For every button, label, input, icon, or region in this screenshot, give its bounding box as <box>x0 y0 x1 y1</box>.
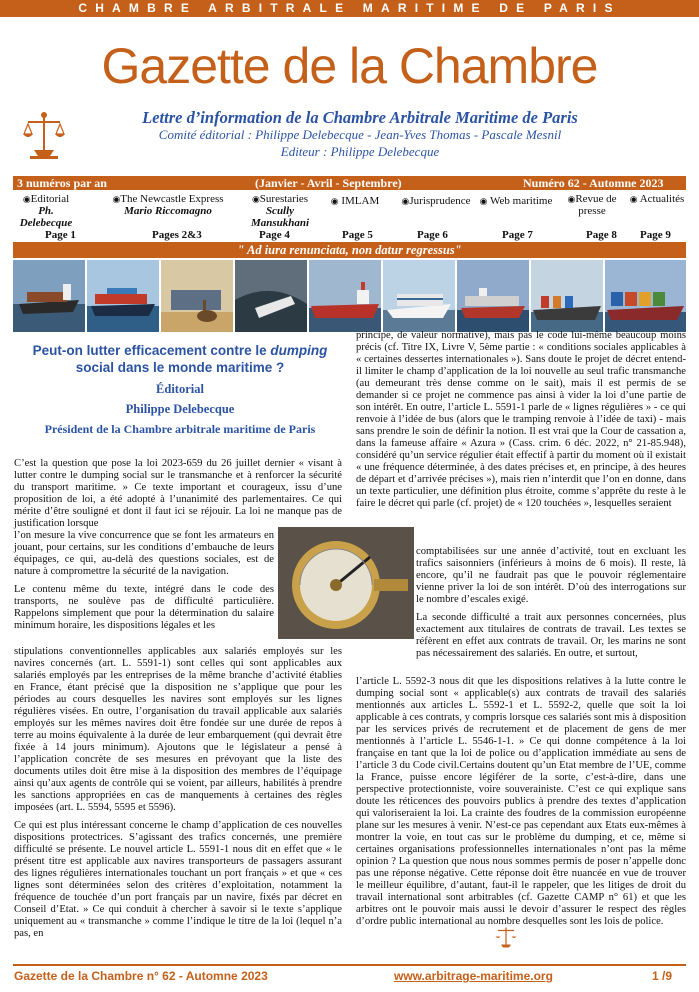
author-role: Président de la Chambre arbitrale maritime de Paris <box>44 422 316 436</box>
left-column-top <box>14 458 342 536</box>
footer-issue: Gazette de la Chambre n° 62 - Automne 2023 <box>14 969 268 983</box>
paragraph: l’on mesure la vive concurrence que se font les armateurs en jouant, pour certains, sur les conditions d’embauche de leurs équipages, ce qui, au-delà des questions sociales, est de nature à compromettre la sécurité de la navigation. <box>14 530 274 577</box>
gazette-title: Gazette de la Chambre <box>101 38 598 94</box>
section-label: Éditorial <box>156 382 204 396</box>
engine-telegraph-photo <box>278 527 414 639</box>
paragraph: l’article L. 5592-3 nous dit que les dispositions relatives à la lutte contre le dumping social sont « applicable(s) aux contrats de travail des salariés mentionnés aux articles L. 5592-1 et L. 5592-2, quelle que soit la loi applicable à ces contrats, y compris lorsque ces salariés sont mis à disposition par les services privés de recrutement et de placement de gens de mer mentionnés à l’article L. 5546-1-1. » Ce qui donne compétence à la loi française en tant que la loi de police ou d’application immédiate au sens de l’article 3 du Code civil.Certains doutent qu’un Etat membre de l’UE, comme la France, puisse encore légiférer de la sorte, c’est-à-dire, dans une perspective protectionniste, voire souverainiste. C’est ce qui explique sans doute les réticences des pouvoirs publics à prendre des textes d’application qui valoriseraient la loi. La crainte des foudres de la commission européenne plane sur les mesures à venir. N’est-ce pas cependant aux Etats eux-mêmes à montrer la voie, en tout cas sur le problème du dumping, et ce, même si certaines organisations professionnelles internationales n’ont pas la même opinion ? La question que nous nous sommes permis de poser n’appelle donc pas une réponse négative. Cette réponse doit être nuancée en vue de trouver le meilleur équilibre, d’autant, faut-il le rappeler, que les litiges de droit du travail international sont arbitrables (cf. Gazette CAMP n° 61) et que les arbitres ont le pouvoir mais aussi le devoir d’assurer le respect des règles d’ordre public international au nombre desquelles sont les lois de police. <box>356 676 686 927</box>
bullet-icon: ◉ <box>401 196 410 206</box>
bullet-icon: ◉ <box>22 194 31 204</box>
frequency-label: 3 numéros par an <box>17 176 107 190</box>
toc-item[interactable]: ◉ Web maritime <box>479 195 553 207</box>
right-column-top <box>356 330 686 516</box>
ship-photo <box>309 260 381 332</box>
motto-bar: " Ad iura renunciata, non datur regressus" <box>13 242 686 258</box>
toc-item[interactable]: ◉Jurisprudence <box>401 195 471 207</box>
ship-photo <box>457 260 529 332</box>
footer-divider <box>13 964 686 966</box>
editor-line: Editeur : Philippe Delebecque <box>280 144 440 159</box>
bullet-icon: ◉ <box>112 194 121 204</box>
toc-item[interactable]: ◉ Actualités <box>629 193 685 205</box>
ship-photo <box>87 260 159 332</box>
right-column-bottom <box>356 676 686 934</box>
ship-photo <box>531 260 603 332</box>
toc-item[interactable]: ◉Editorial Ph. Delebecque <box>19 193 73 229</box>
bullet-icon: ◉ <box>330 196 339 206</box>
issue-number: Numéro 62 - Automne 2023 <box>523 176 664 190</box>
article-title: Peut-on lutter efficacement contre le dumping social dans le monde maritime ? <box>32 343 328 375</box>
editorial-committee: Comité éditorial : Philippe Delebecque - Jean-Yves Thomas - Pascale Mesnil <box>158 127 562 142</box>
toc-item[interactable]: ◉Revue de presse <box>567 193 617 217</box>
scales-small-icon <box>495 924 517 950</box>
paragraph: Le contenu même du texte, intégré dans le code des transports, ne soulève pas de difficulté particulière. Rappelons simplement que pour la détermination du salaire minimum horaire, les dispositions légales et les <box>14 584 274 631</box>
bullet-icon: ◉ <box>479 196 488 206</box>
issue-info-bar <box>13 176 686 190</box>
footer-website-link[interactable]: www.arbitrage-maritime.org <box>394 969 553 983</box>
toc-page[interactable]: Page 4 <box>259 229 290 241</box>
toc-item[interactable]: ◉ IMLAM <box>330 195 380 207</box>
right-column-wrap <box>416 546 686 666</box>
gazette-subtitle: Lettre d’information de la Chambre Arbitrale Maritime de Paris <box>142 108 578 127</box>
toc-page[interactable]: Page 1 <box>45 229 76 241</box>
ship-photo <box>161 260 233 332</box>
paragraph: C’est la question que pose la loi 2023-659 du 26 juillet dernier « visant à lutter contre le dumping social sur le transmanche et à renforcer la sécurité du transport maritime. » Ce texte important et courageux, issu d’une proposition de loi, a été adopté à l’unanimité des parlementaires. Ce qui mérite d’être souligné et dont il faut ici se réjouir. La loi ne manque pas de justification lorsque <box>14 458 342 529</box>
article-author: Philippe Delebecque <box>125 402 235 416</box>
paragraph: principe, de valeur normative), mais pas le code lui-même beaucoup moins précis (cf. Titre IX, Livre V, 5ème partie : « conditions sociales applicables à « certaines dessertes internationales »). Sans doute le projet de décret entend-il limiter le champ d’application de la loi nouvelle au seul trafic transmanche (au demeurant très dense comme on le sait), mais il est permis de se demander si ce projet ne commence pas ainsi à vider la loi d’une partie de son intérêt. En outre, l’article L. 5591-1 parle de « lignes régulières » - ce qui renvoie à l’idée de bus (alors que le tramping renvoie à l’idée de taxi) - mais sans prendre le soin de définir la notion. Il est vrai que la Cour de cassation a, dans la fameuse affaire « Azura » (Cass. crim. 6 déc. 2022, n° 21-85.948), considéré qu’un service régulier était effectif à partir du moment où il existait « une fréquence déterminée, à des dates précises et, en principe, à des heures de départ et d’arrivée précises »), mais rien n’interdit que l’on en donne, dans un texte particulier, une définition plus étroite, comme s’apprête du reste à le faire le décret qui parle (cf. projet) de « 120 touchées », lesquelles seraient <box>356 330 686 509</box>
toc-page[interactable]: Page 5 <box>342 229 373 241</box>
toc-item[interactable]: ◉The Newcastle Express Mario Riccomagno <box>112 193 224 217</box>
toc-item[interactable]: ◉Surestaries Scully Mansukhani <box>250 193 310 229</box>
footer-page-number: 1 /9 <box>652 969 673 983</box>
toc-page[interactable]: Pages 2&3 <box>152 229 202 241</box>
ship-photo-strip <box>13 260 686 332</box>
top-banner: CHAMBRE ARBITRALE MARITIME DE PARIS <box>0 0 699 17</box>
paragraph: comptabilisées sur une année d’activité, tout en excluant les trafics saisonniers (inférieurs à moins de 6 mois). Il reste, là encore, qu’il ne faudrait pas que le pouvoir réglementaire vienne priver la loi de son intérêt. D’où des interrogations sur le nombre d’escales exigé. <box>416 546 686 605</box>
scales-logo-icon <box>22 110 66 160</box>
toc-page[interactable]: Page 8 <box>586 229 617 241</box>
bullet-icon: ◉ <box>251 194 260 204</box>
months-label: (Janvier - Avril - Septembre) <box>255 176 402 190</box>
toc-page[interactable]: Page 7 <box>502 229 533 241</box>
toc-page[interactable]: Page 6 <box>417 229 448 241</box>
ship-photo <box>235 260 307 332</box>
ship-photo <box>13 260 85 332</box>
paragraph: stipulations conventionnelles applicables aux salariés employés sur les navires concernés (art. L. 5591-1) sont celles qui sont applicables aux salariés employés par les entreprises de la même branche d’activité établies en France, étant précisé que la disposition ne s’applique que pour les périodes au cours desquelles les navires sont employés sur les lignes régulières visées. En outre, l’organisation du travail applicable aux salariés employés sur les mêmes navires doit être fondée sur une durée de repos à terre au moins équivalente à la durée de leur embarquement (qui devrait être fixée à 14 jours minimum). Ajoutons que le législateur a pensé à l’application concrète de ses mesures en prévoyant que la liste des documents utiles doit être mise à la disposition des membres de l’équipage ainsi qu’aux agents de contrôle qui se voient, par ailleurs, habilités à prendre les sanctions appropriées en cas de manquements à certaines des règles imposées (art. L. 5594, 5595 et 5596). <box>14 646 342 813</box>
bullet-icon: ◉ <box>567 194 576 204</box>
left-column-bottom <box>14 646 342 946</box>
ship-photo <box>383 260 455 332</box>
ship-photo <box>605 260 686 332</box>
toc-page[interactable]: Page 9 <box>640 229 671 241</box>
paragraph: Ce qui est plus intéressant concerne le champ d’application de ces nouvelles dispositions protectrices. S’agissant des trafics concernés, une première difficulté se présente. Le nouvel article L. 5591-1 nous dit en effet que « le présent titre est applicable aux navires transporteurs de passagers assurant des lignes régulières internationales touchant un port français » et que « ces lignes sont déterminées selon des critères d’exploitation, notamment la fréquence de touchée d’un port français par un navire, fixés par décret en Conseil d’Etat. » Ce qui conduit à chercher à savoir si le texte s’applique uniquement au « transmanche » comme l’indique le titre de la loi (lequel n’a pas, en <box>14 820 342 939</box>
paragraph: La seconde difficulté a trait aux personnes concernées, plus exactement aux titulaires de contrats de travail. Les textes se réfèrent en effet aux contrats de travail. Or, les marins ne sont pas nécessairement des salariés. En outre, et surtout, <box>416 612 686 659</box>
left-column-wrap <box>14 530 274 638</box>
bullet-icon: ◉ <box>629 194 638 204</box>
